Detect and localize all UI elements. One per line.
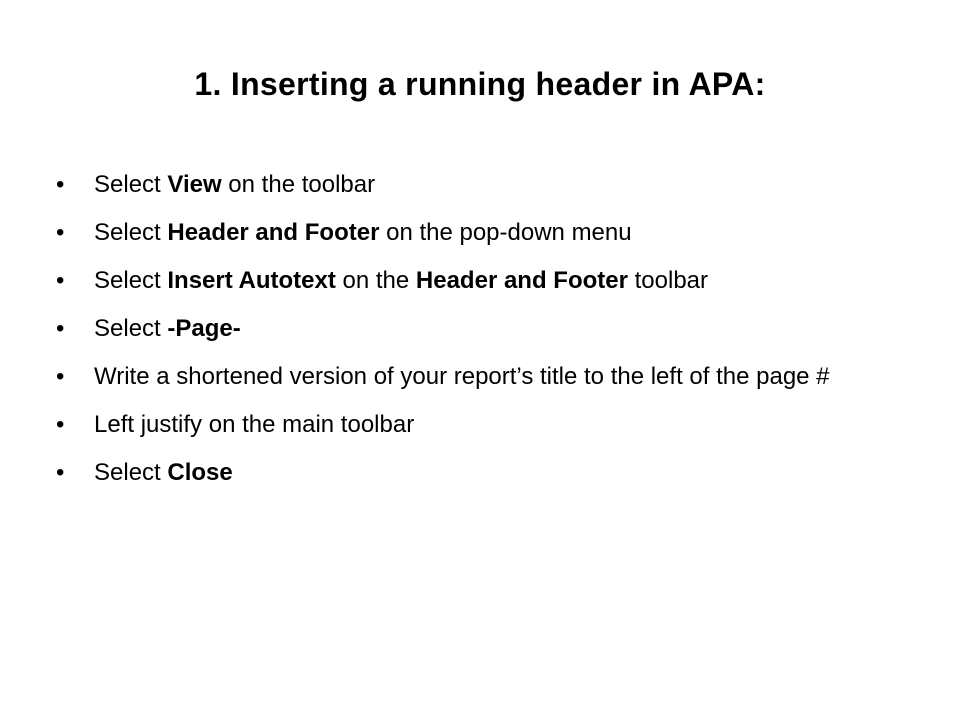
bullet-item (56, 314, 896, 344)
bullet-dot-icon: • (56, 219, 65, 246)
bullet-item (56, 170, 896, 200)
bullet-item (56, 362, 896, 392)
bullet-item (56, 218, 896, 248)
bullet-bold-text: Header and Footer (167, 219, 380, 246)
bullet-item (56, 458, 896, 488)
bullet-dot-icon: • (56, 459, 65, 486)
bullet-dot-icon: • (56, 267, 65, 294)
bullet-text: Select (94, 219, 168, 246)
bullet-text: Select (94, 315, 168, 342)
bullet-text: on the (335, 267, 416, 294)
bullet-text: Write a shortened version of your report’s title to the left of the page # (94, 363, 830, 390)
bullet-text: toolbar (627, 267, 709, 294)
bullet-bold-text: Insert Autotext (167, 267, 336, 294)
slide-title: 1. Inserting a running header in APA: (194, 66, 766, 102)
bullet-text: Left justify on the main toolbar (94, 411, 415, 438)
bullet-bold-text: View (167, 171, 222, 198)
bullet-text: Select (94, 459, 168, 486)
bullet-bold-text: Header and Footer (415, 267, 628, 294)
bullet-text: Select (94, 171, 168, 198)
bullet-bold-text: Close (167, 459, 233, 486)
bullet-text: Select (94, 267, 168, 294)
bullet-dot-icon: • (56, 315, 65, 342)
bullet-text: on the pop-down menu (379, 219, 632, 246)
bullet-dot-icon: • (56, 363, 65, 390)
bullet-item (56, 410, 896, 440)
bullet-dot-icon: • (56, 171, 65, 198)
bullet-item (56, 266, 896, 296)
bullet-bold-text: -Page- (167, 315, 241, 342)
bullet-text: on the toolbar (221, 171, 376, 198)
bullet-list (56, 170, 896, 506)
bullet-dot-icon: • (56, 411, 65, 438)
